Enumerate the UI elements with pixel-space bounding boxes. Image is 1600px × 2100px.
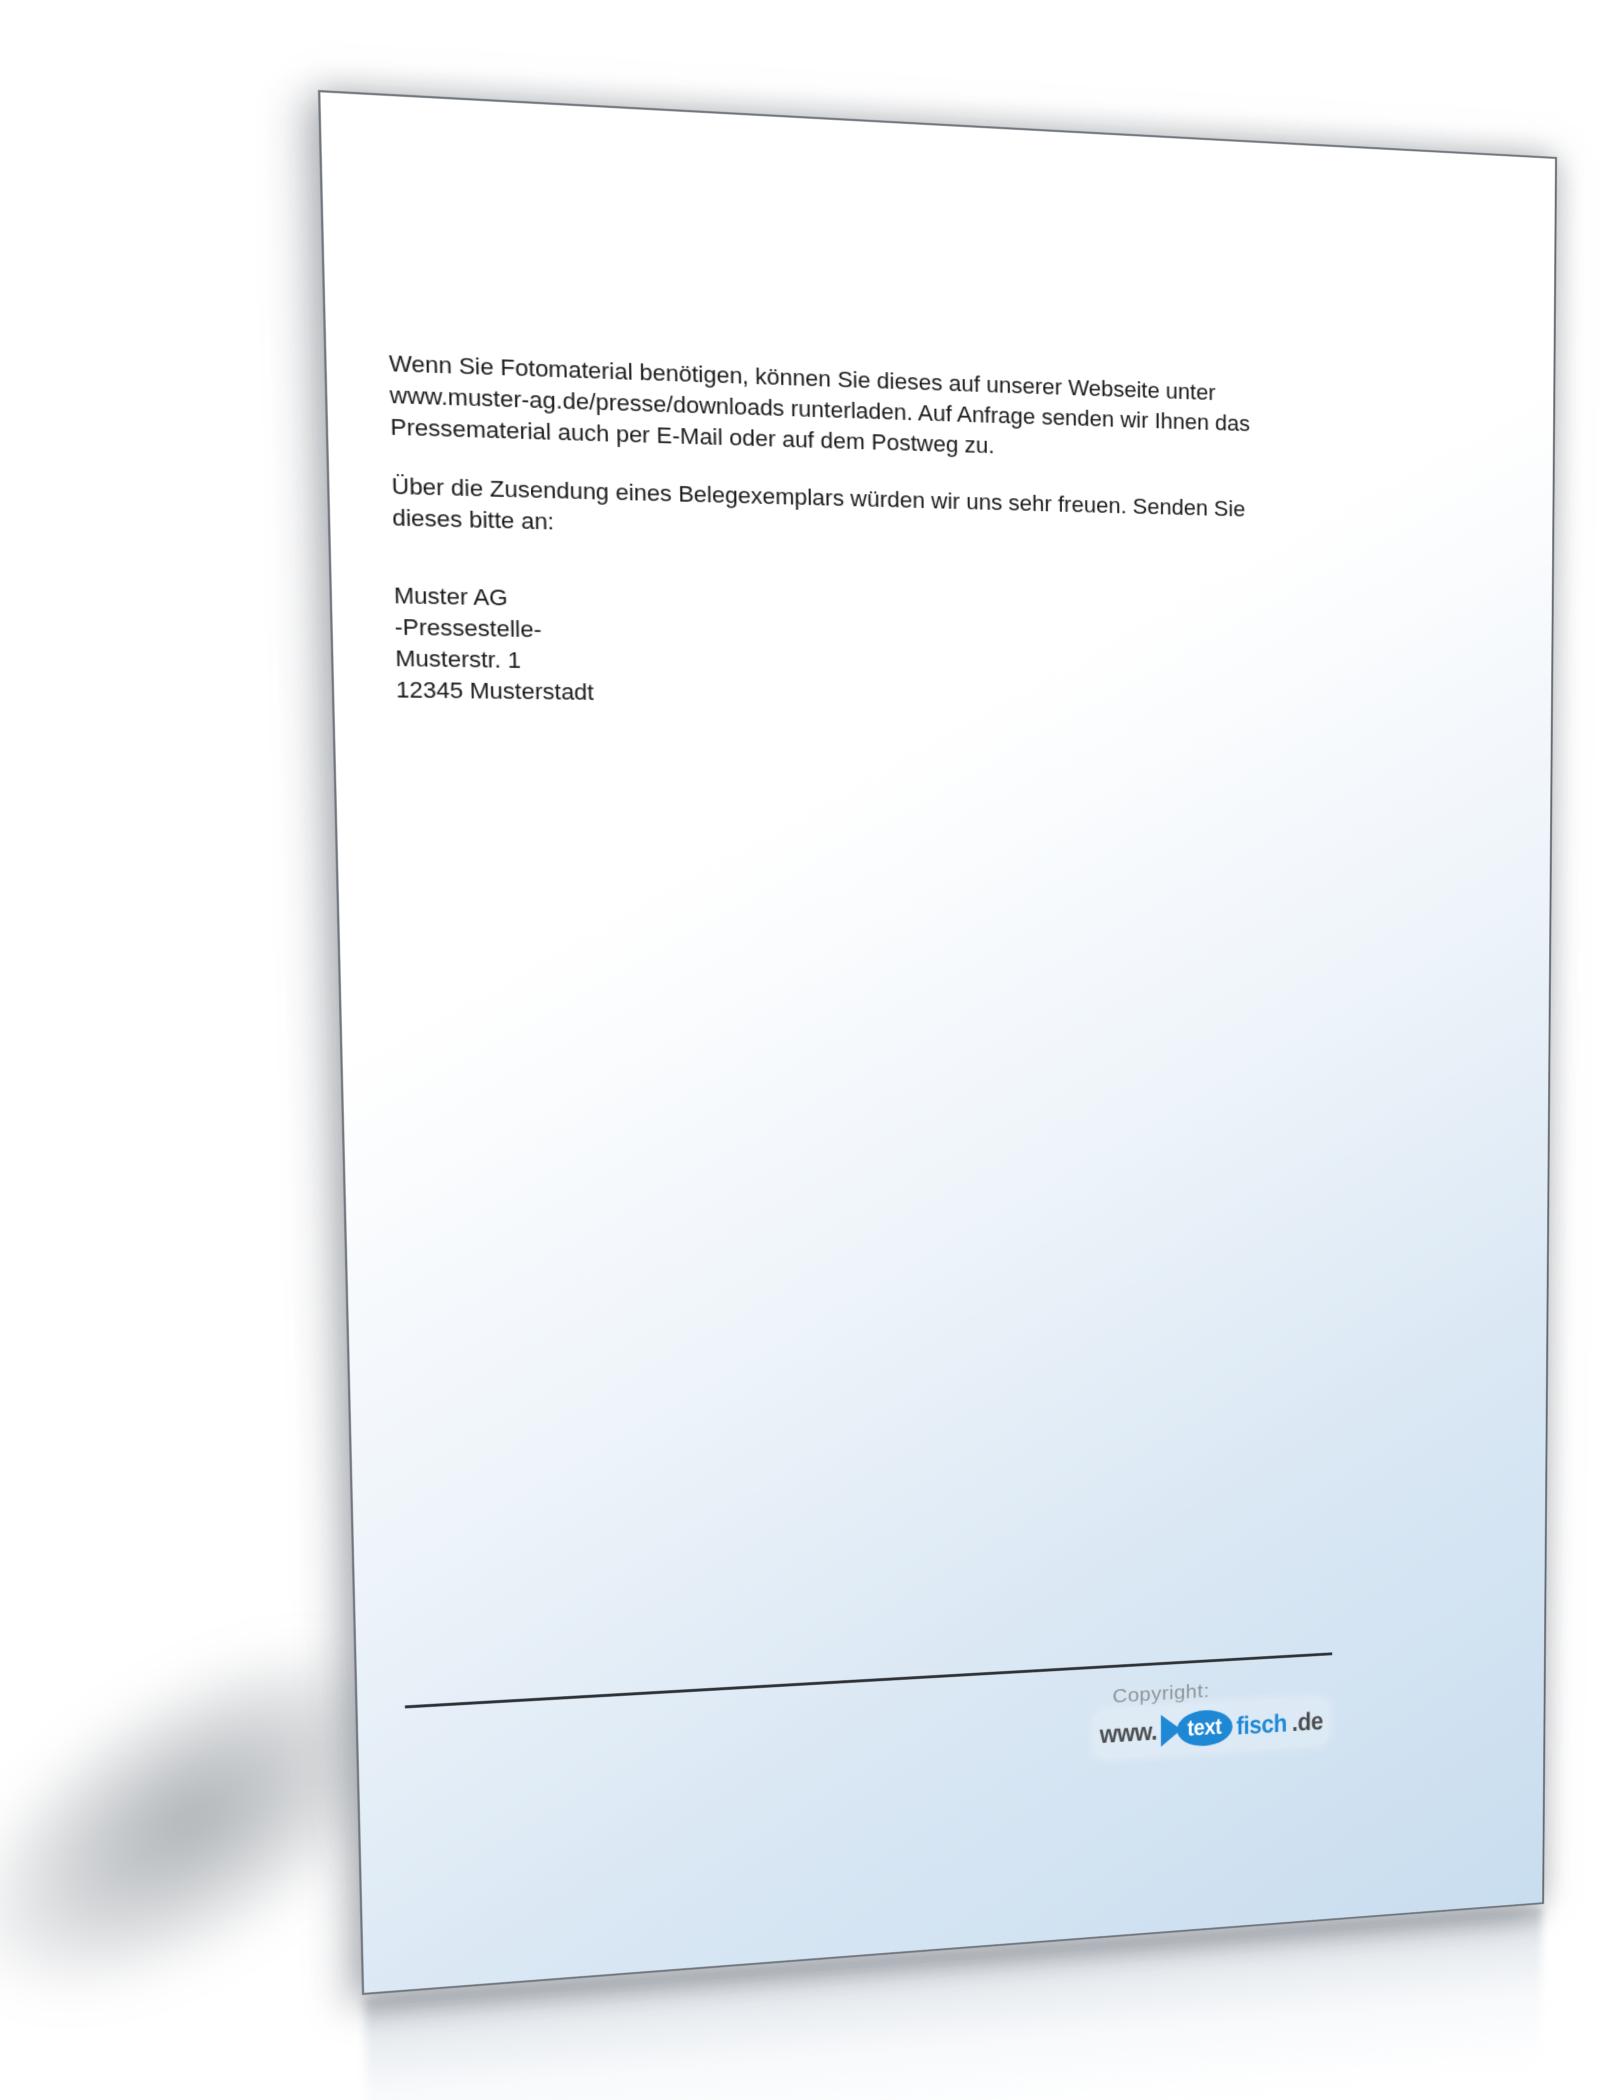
address-block: Muster AG -Pressestelle- Musterstr. 1 12345 Musterstadt — [393, 582, 595, 706]
fish-body-label: text — [1177, 1709, 1233, 1748]
document-page-wrap — [318, 90, 1557, 1995]
logo-www-text: www. — [1100, 1716, 1158, 1749]
logo-de-text: .de — [1292, 1706, 1324, 1737]
document-sheet — [318, 90, 1557, 1995]
document-body — [389, 348, 1358, 717]
logo-fisch-text: fisch — [1236, 1708, 1288, 1740]
paragraph-fotomaterial: Wenn Sie Fotomaterial benötigen, können Sie dieses auf unserer Webseite unter www.muster-ag.de/presse/downloads runterladen. Auf Anfrage senden wir Ihnen das Pressematerial auch per E-Mail oder auf dem Postweg zu. — [388, 350, 1250, 459]
paragraph-belegexemplar: Über die Zusendung eines Belegexemplars würden wir uns sehr freuen. Senden Sie dieses bitte an: — [391, 472, 1246, 535]
textfisch-fish-icon — [1161, 1709, 1233, 1749]
copyright-label: Copyright: — [1112, 1680, 1210, 1708]
